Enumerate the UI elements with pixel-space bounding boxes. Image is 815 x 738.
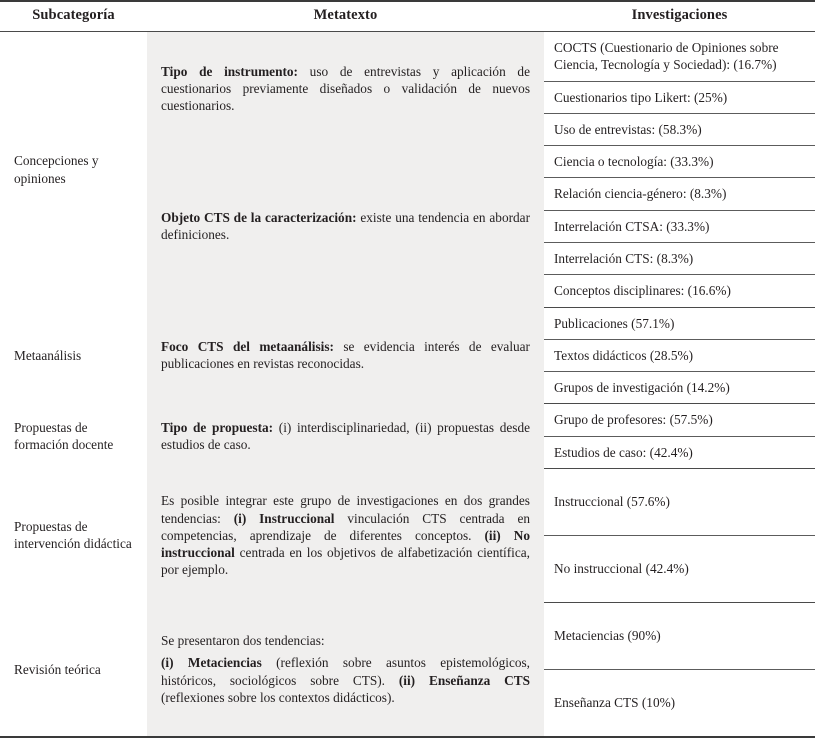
metatexto-mid-2: centrada en los objetivos de alfabetización científica, por ejemplo. [161, 545, 530, 578]
cell-investigacion: Grupo de profesores: (57.5%) [544, 404, 815, 436]
cell-metatexto [147, 468, 544, 602]
metatexto-mid-1: (reflexión sobre asuntos epistemológicos, históricos, sociológicos sobre CTS). [161, 655, 531, 688]
cell-metatexto [147, 404, 544, 469]
metatexto-lead: Objeto CTS de la caracterización: [161, 210, 357, 226]
cell-investigacion: Ciencia o tecnología: (33.3%) [544, 146, 815, 178]
metatexto-bold-2: (ii) No instruccional [161, 527, 530, 561]
metatexto-body: (i) interdisciplinariedad, (ii) propuestas desde estudios de caso. [161, 419, 530, 453]
cell-investigacion: Relación ciencia-género: (8.3%) [544, 178, 815, 210]
cell-investigacion: Publicaciones (57.1%) [544, 307, 815, 339]
cell-subcategoria: Propuestas de formación docente [0, 404, 147, 469]
metatexto-body: existe una tendencia en abordar definiciones. [161, 210, 530, 243]
cell-investigacion: Grupos de investigación (14.2%) [544, 372, 815, 404]
cell-investigacion: COCTS (Cuestionario de Opiniones sobre Ciencia, Tecnología y Sociedad): (16.7%) [544, 32, 815, 82]
cell-investigacion: Cuestionarios tipo Likert: (25%) [544, 81, 815, 113]
cell-metatexto [147, 32, 544, 146]
cell-investigacion: No instruccional (42.4%) [544, 535, 815, 602]
metatexto-line-1: Se presentaron dos tendencias: [161, 633, 325, 649]
cell-metatexto [147, 146, 544, 307]
cell-metatexto [147, 602, 544, 737]
cell-investigacion: Conceptos disciplinares: (16.6%) [544, 275, 815, 307]
cell-investigacion: Interrelación CTS: (8.3%) [544, 242, 815, 274]
table-row [0, 468, 815, 535]
column-header-subcategoria: Subcategoría [0, 1, 147, 32]
metatexto-bold-1: (i) Instruccional [233, 510, 335, 526]
table-body [0, 32, 815, 737]
table-row [0, 602, 815, 669]
cell-investigacion: Metaciencias (90%) [544, 602, 815, 669]
metatexto-mid-2: (reflexiones sobre los contextos didácticos). [161, 689, 395, 705]
metatexto-body: uso de entrevistas y aplicación de cuestionarios previamente diseñados o validación de nuevos cuestionarios. [161, 63, 530, 114]
header-row [0, 1, 815, 32]
cell-subcategoria: Concepciones y opiniones [0, 32, 147, 308]
table-header [0, 1, 815, 32]
cell-investigacion: Estudios de caso: (42.4%) [544, 436, 815, 468]
metatexto-lead: Foco CTS del metaanálisis: [161, 339, 334, 355]
cell-subcategoria: Revisión teórica [0, 602, 147, 737]
cell-investigacion: Interrelación CTSA: (33.3%) [544, 210, 815, 242]
column-header-investigaciones: Investigaciones [544, 1, 815, 32]
metatexto-body: se evidencia interés de evaluar publicaciones en revistas reconocidas. [161, 339, 530, 372]
metatexto-lead: Tipo de instrumento: [161, 63, 298, 79]
cell-investigacion: Instruccional (57.6%) [544, 468, 815, 535]
cell-subcategoria: Propuestas de intervención didáctica [0, 468, 147, 602]
cell-investigacion: Textos didácticos (28.5%) [544, 339, 815, 371]
metatexto-lead: Tipo de propuesta: [161, 419, 274, 435]
cell-metatexto [147, 307, 544, 404]
cell-investigacion: Enseñanza CTS (10%) [544, 669, 815, 737]
cell-investigacion: Uso de entrevistas: (58.3%) [544, 113, 815, 145]
cell-subcategoria: Metaanálisis [0, 307, 147, 404]
table-row [0, 307, 815, 339]
metatexto-bold-1: (i) Metaciencias [161, 655, 262, 671]
metatexto-prefix: Es posible integrar este grupo de investigaciones en dos grandes tendencias: [161, 493, 530, 526]
metatexto-bold-2: (ii) Enseñanza CTS [398, 672, 531, 688]
table-row [0, 32, 815, 82]
metatexto-mid-1: vinculación CTS centrada en competencias, aprendizaje de diferentes conceptos. [161, 510, 531, 543]
column-header-metatexto: Metatexto [147, 1, 544, 32]
table-row [0, 404, 815, 436]
